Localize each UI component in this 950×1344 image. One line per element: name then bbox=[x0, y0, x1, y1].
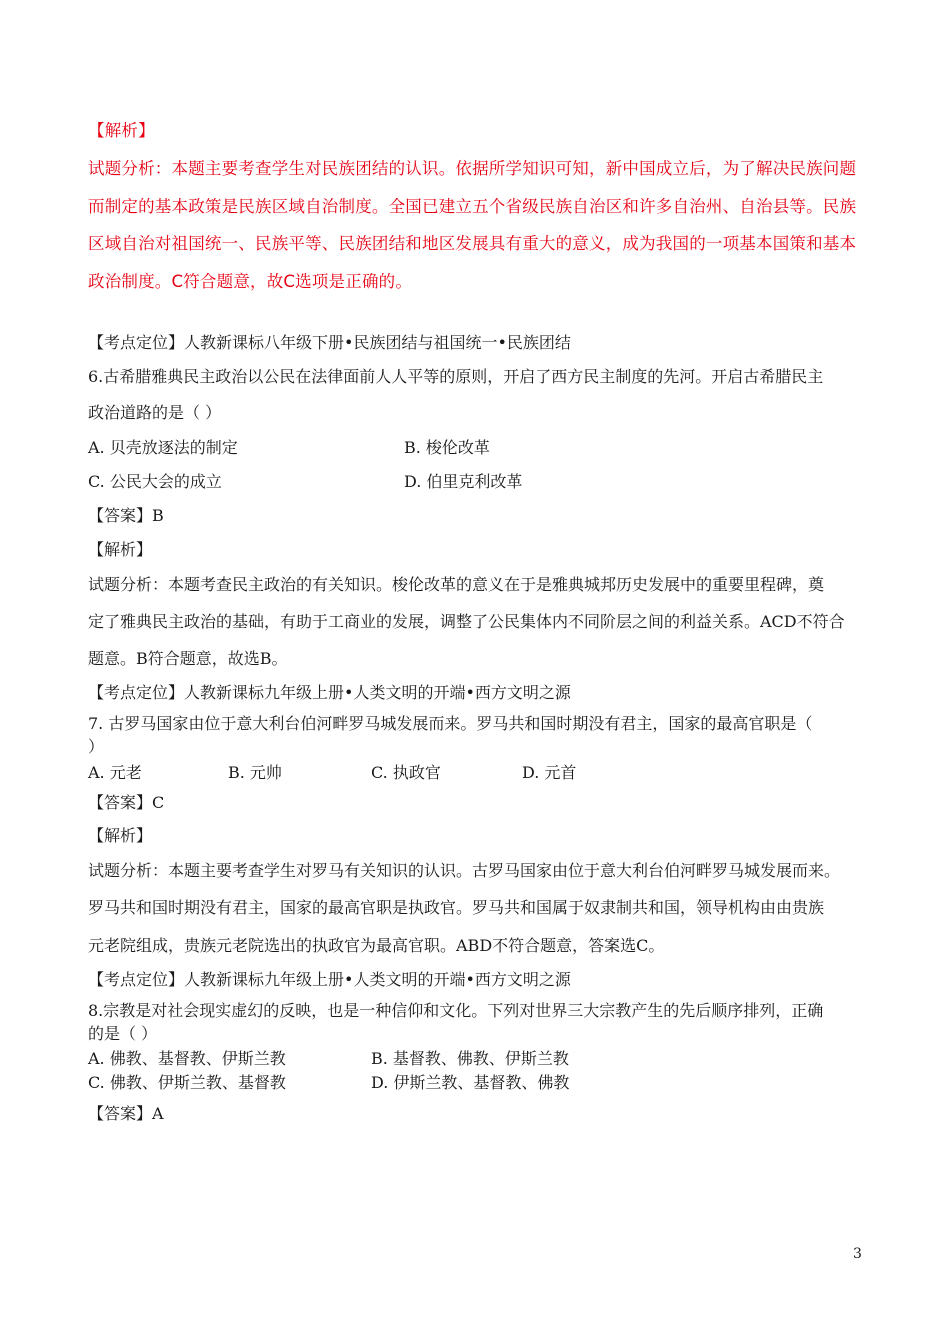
question-7-option-d: D. 元首 bbox=[522, 763, 577, 782]
question-6-stem: 政治道路的是（ ） bbox=[88, 403, 222, 422]
analysis-heading: 【解析】 bbox=[88, 121, 155, 140]
question-6-analysis-line: 题意。B符合题意，故选B。 bbox=[88, 649, 288, 668]
question-7-analysis-line: 试题分析：本题主要考查学生对罗马有关知识的认识。古罗马国家由位于意大利台伯河畔罗马城发展而来。 bbox=[88, 861, 841, 880]
analysis-line: 而制定的基本政策是民族区域自治制度。全国已建立五个省级民族自治区和许多自治州、自治县等。民族 bbox=[88, 197, 857, 216]
question-7-stem: ） bbox=[88, 737, 105, 756]
question-6-answer: 【答案】B bbox=[88, 506, 164, 525]
question-8-answer: 【答案】A bbox=[88, 1104, 164, 1123]
question-7-analysis-line: 元老院组成，贵族元老院选出的执政官为最高官职。ABD不符合题意，答案选C。 bbox=[88, 936, 665, 955]
question-8-option-d: D. 伊斯兰教、基督教、佛教 bbox=[371, 1073, 570, 1092]
analysis-line: 试题分析：本题主要考查学生对民族团结的认识。依据所学知识可知，新中国成立后，为了解决民族问题 bbox=[88, 159, 857, 178]
question-7-option-c: C. 执政官 bbox=[371, 763, 441, 782]
question-6-kaodian: 【考点定位】人教新课标九年级上册•人类文明的开端•西方文明之源 bbox=[88, 683, 571, 702]
question-6-option-c: C. 公民大会的成立 bbox=[88, 472, 222, 491]
question-6-option-b: B. 梭伦改革 bbox=[404, 438, 490, 457]
question-8-stem: 8.宗教是对社会现实虚幻的反映，也是一种信仰和文化。下列对世界三大宗教产生的先后顺序排列，正确 bbox=[88, 1001, 824, 1020]
question-7-answer: 【答案】C bbox=[88, 793, 165, 812]
question-8-option-b: B. 基督教、佛教、伊斯兰教 bbox=[371, 1049, 569, 1068]
question-8-stem: 的是（ ） bbox=[88, 1024, 158, 1043]
question-7-analysis-line: 罗马共和国时期没有君主，国家的最高官职是执政官。罗马共和国属于奴隶制共和国，领导机构由由贵族 bbox=[88, 898, 825, 917]
kaodian-label: 【考点定位】人教新课标八年级下册•民族团结与祖国统一•民族团结 bbox=[88, 333, 571, 352]
question-6-stem: 6.古希腊雅典民主政治以公民在法律面前人人平等的原则，开启了西方民主制度的先河。开启古希腊民主 bbox=[88, 367, 824, 386]
question-6-analysis-heading: 【解析】 bbox=[88, 540, 153, 559]
question-7-kaodian: 【考点定位】人教新课标九年级上册•人类文明的开端•西方文明之源 bbox=[88, 970, 571, 989]
question-6-analysis-line: 定了雅典民主政治的基础，有助于工商业的发展，调整了公民集体内不同阶层之间的利益关系。ACD不符合 bbox=[88, 612, 845, 631]
question-7-stem: 7. 古罗马国家由位于意大利台伯河畔罗马城发展而来。罗马共和国时期没有君主，国家的最高官职是（ bbox=[88, 714, 813, 733]
question-7-option-a: A. 元老 bbox=[88, 763, 142, 782]
question-8-option-a: A. 佛教、基督教、伊斯兰教 bbox=[88, 1049, 286, 1068]
question-7-analysis-heading: 【解析】 bbox=[88, 826, 153, 845]
analysis-line: 区域自治对祖国统一、民族平等、民族团结和地区发展具有重大的意义，成为我国的一项基本国策和基本 bbox=[88, 234, 857, 253]
question-8-option-c: C. 佛教、伊斯兰教、基督教 bbox=[88, 1073, 286, 1092]
question-6-option-a: A. 贝壳放逐法的制定 bbox=[88, 438, 238, 457]
question-6-analysis-line: 试题分析：本题考查民主政治的有关知识。梭伦改革的意义在于是雅典城邦历史发展中的重要里程碑，奠 bbox=[88, 575, 825, 594]
question-6-option-d: D. 伯里克利改革 bbox=[404, 472, 523, 491]
page-number: 3 bbox=[853, 1246, 862, 1262]
question-7-option-b: B. 元帅 bbox=[228, 763, 282, 782]
analysis-line: 政治制度。C符合题意，故C选项是正确的。 bbox=[88, 272, 413, 291]
